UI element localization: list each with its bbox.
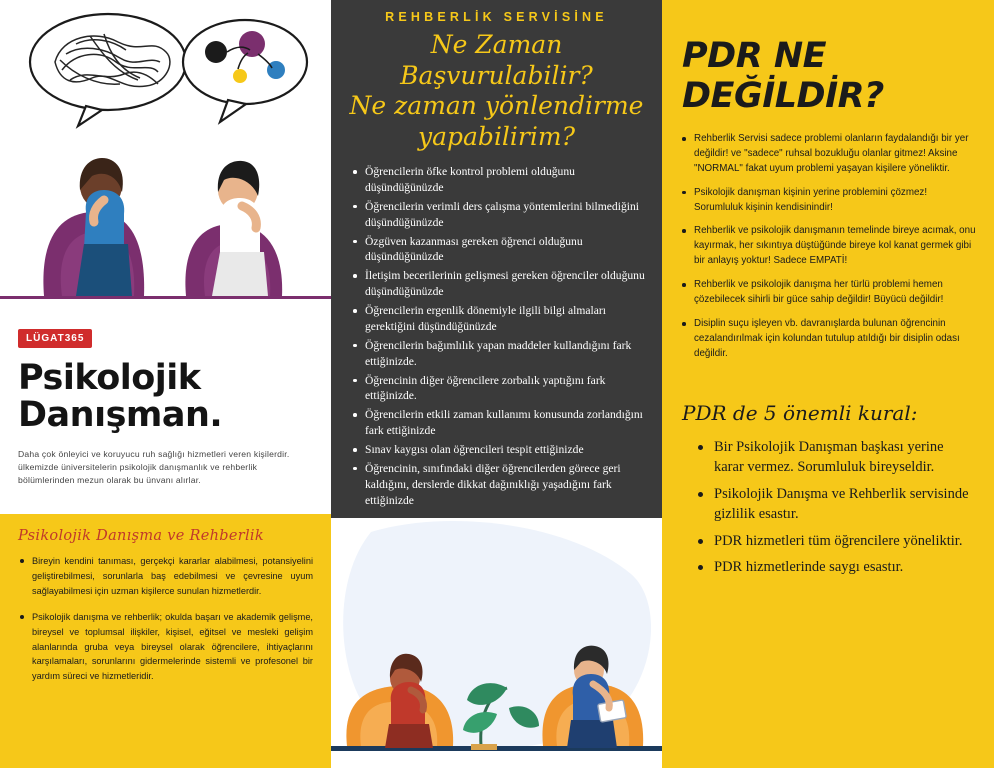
list-item: Sınav kaygısı olan öğrencileri tespit ettiğinizde	[351, 442, 646, 458]
list-item: Öğrencinin diğer öğrencilere zorbalık yaptığını fark ettiğinizde.	[351, 373, 646, 405]
list-item: Rehberlik Servisi sadece problemi olanların faydalandığı bir yer değildir! ve "sadece" ruhsal bozukluğu olanlar gitmez! Aksine "NORMAL" fakat uyum problemi yaşayan kişilere yöneliktir.	[680, 132, 976, 177]
card-description: Daha çok önleyici ve koruyucu ruh sağlığı hizmetleri veren kişilerdir. ülkemizde üniversitelerin psikolojik danışmanlık ve rehberlik bölümlerinden mezun olarak bu ünvanı alırlar.	[18, 448, 290, 486]
pdr-is-not-list	[680, 132, 976, 371]
list-item: Öğrencilerin ergenlik dönemiyle ilgili bilgi almaları gerektiğini düşündüğünüzde	[351, 303, 646, 335]
list-item: PDR hizmetlerinde saygı esastır.	[698, 557, 976, 578]
list-item: Öğrencilerin öfke kontrol problemi olduğunu düşündüğünüzde	[351, 164, 646, 196]
psikolojik-danisman-card	[0, 318, 331, 514]
list-item: PDR hizmetleri tüm öğrencilere yöneliktir.	[698, 531, 976, 552]
heading-line-1: Ne Zaman Başvurulabilir?	[400, 30, 593, 90]
rules-subtitle: PDR de 5 önemli kural:	[682, 400, 918, 425]
kicker-text: REHBERLİK SERVİSİNE	[385, 10, 608, 24]
column-left	[0, 0, 331, 768]
column-right	[662, 0, 994, 768]
list-item: Öğrencilerin bağımlılık yapan maddeler kullandığını fark ettiğinizde.	[351, 338, 646, 370]
list-item: Öğrencilerin etkili zaman kullanımı konusunda zorlandığını fark ettiğinizde	[351, 407, 646, 439]
column-middle	[331, 0, 662, 768]
list-item: Psikolojik danışma ve rehberlik; okulda başarı ve akademik gelişme, bireysel ve toplumsal ilişkiler, kişisel, eğitsel ve mesleki gelişim alanlarında gruba veya bireysel olarak öğrencilere, ihtiyaçlarını karşılamaları, sorunlarını gidermelerinde sistemli ve profesonel bir yardım süreci ve hizmetleridir.	[18, 610, 313, 685]
heading-line-3: yapabilirim?	[418, 121, 575, 151]
two-people-talking-tangled-thoughts-illustration	[0, 0, 331, 318]
list-item: Rehberlik ve psikolojik danışma her türlü problemi hemen çözebilecek sihirli bir güce sahip değildir! Büyücü değildir!	[680, 278, 976, 308]
list-item: Öğrencinin, sınıfındaki diğer öğrencilerden görece geri kaldığını, derslerde dikkat dağınıklığı yaşadığını fark ettiğinizde	[351, 461, 646, 509]
column-middle-content	[331, 0, 662, 518]
psikolojik-danisma-ve-rehberlik-panel	[0, 514, 331, 768]
pdr-rules-list	[680, 437, 976, 584]
list-item: İletişim becerilerinin gelişmesi gereken öğrenciler olduğunu düşündüğünüzde	[351, 268, 646, 300]
list-item: Disiplin suçu işleyen vb. davranışlarda bulunan öğrencinin cezalandırılmak için kolundan tutulup atıldığı bir disiplin odası değildir.	[680, 317, 976, 362]
referral-situations-list	[347, 164, 646, 509]
column-middle-heading	[347, 30, 646, 152]
panel-list	[18, 554, 313, 684]
column-right-title: PDR NE DEĞİLDİR?	[682, 36, 884, 116]
card-title: Psikolojik Danışman.	[18, 358, 223, 435]
panel-heading: Psikolojik Danışma ve Rehberlik	[18, 528, 264, 544]
list-item: Özgüven kazanması gereken öğrenci olduğunu düşündüğünüzde	[351, 234, 646, 266]
lugat365-badge: LÜGAT365	[18, 329, 92, 348]
list-item: Psikolojik Danışma ve Rehberlik servisinde gizlilik esastır.	[698, 484, 976, 525]
list-item: Psikolojik danışman kişinin yerine problemini çözmez! Sorumluluk kişinin kendisinindir!	[680, 186, 976, 216]
counselor-and-client-session-illustration	[331, 518, 662, 768]
list-item: Bir Psikolojik Danışman başkası yerine karar vermez. Sorumluluk bireyseldir.	[698, 437, 976, 478]
list-item: Bireyin kendini tanıması, gerçekçi kararlar alabilmesi, potansiyelini geliştirebilmesi, sorunlarla baş edebilmesi ve çevresine uyum sağlayabilmesi için uzman kişilerce sunulan hizmetlerdir.	[18, 554, 313, 599]
heading-line-2: Ne zaman yönlendirme	[349, 91, 644, 120]
list-item: Rehberlik ve psikolojik danışmanın temelinde bireye acımak, onu kayırmak, her sıkıntıya düştüğünde bireye kol kanat germek gibi bir anlayış yoktur! Sadece EMPATİ!	[680, 224, 976, 269]
list-item: Öğrencilerin verimli ders çalışma yöntemlerini bilmediğini düşündüğünüzde	[351, 199, 646, 231]
